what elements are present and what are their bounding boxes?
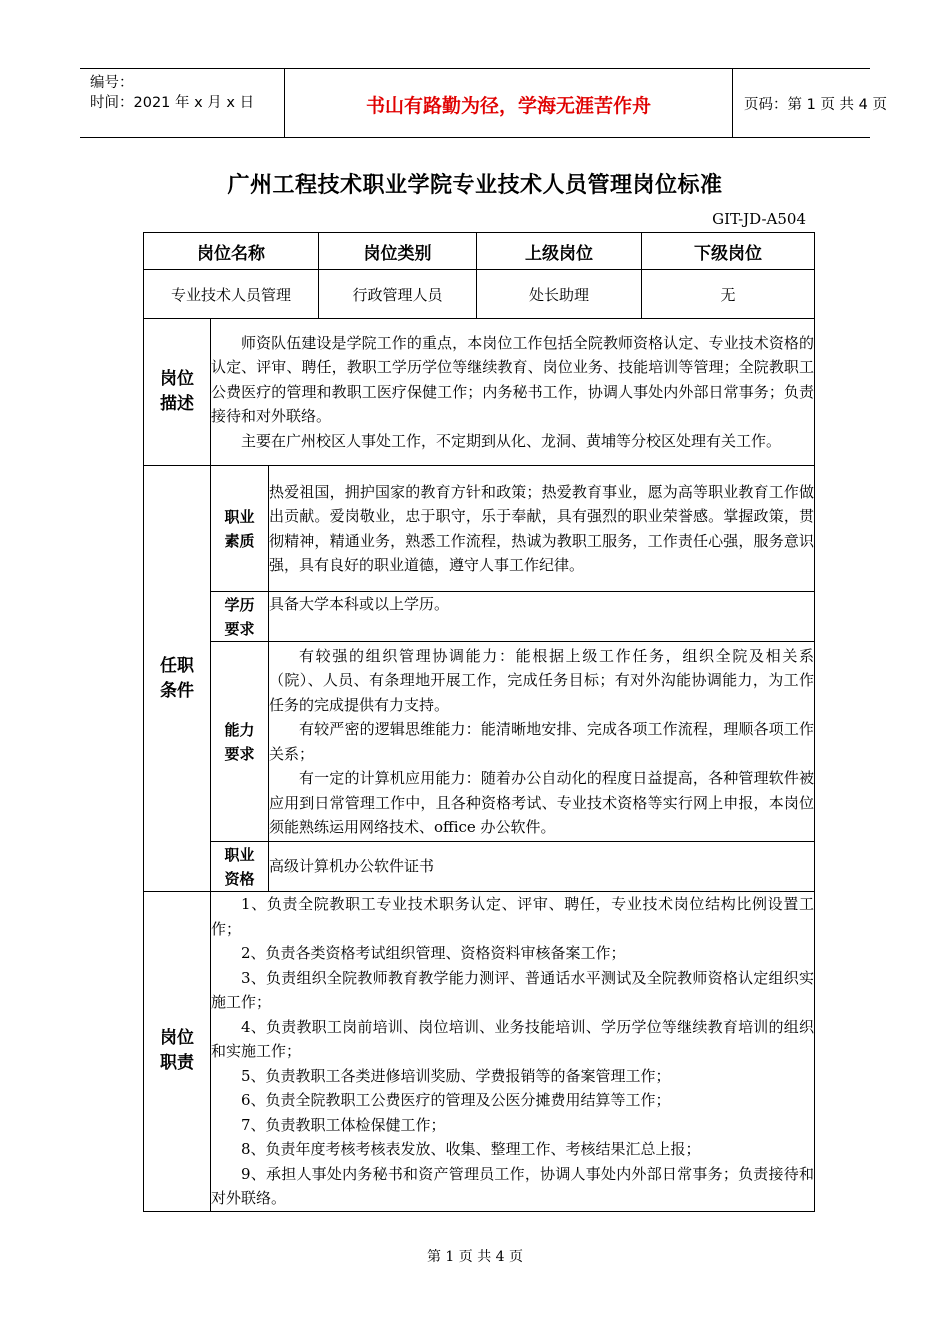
ability-text xyxy=(269,642,815,842)
description-label: 岗位 描述 xyxy=(144,319,211,466)
education-text: 具备大学本科或以上学历。 xyxy=(269,592,815,642)
duty-item: 2、负责各类资格考试组织管理、资格资料审核备案工作； xyxy=(241,944,626,962)
duty-item: 8、负责年度考核考核表发放、收集、整理工作、考核结果汇总上报； xyxy=(241,1140,701,1158)
document-date: 时间：2021 年 x 月 x 日 xyxy=(90,95,255,111)
duty-item: 4、负责教职工岗前培训、岗位培训、业务技能培训、学历学位等继续教育培训的组织和实施工作； xyxy=(211,1017,814,1060)
quality-text: 热爱祖国，拥护国家的教育方针和政策；热爱教育事业，愿为高等职业教育工作做出贡献。爱岗敬业，忠于职守，乐于奉献，具有强烈的职业荣誉感。掌握政策，贯彻精神，精通业务，熟悉工作流程，热诚为教职工服务，工作责任心强，服务意识强，具有良好的职业道德，遵守人事工作纪律。 xyxy=(269,466,815,592)
certificate-label: 职业 资格 xyxy=(211,842,269,892)
description-paragraph: 主要在广州校区人事处工作，不定期到从化、龙洞、黄埔等分校区处理有关工作。 xyxy=(241,431,782,450)
value-position-name: 专业技术人员管理 xyxy=(144,270,319,319)
header-page-box xyxy=(732,69,887,137)
quality-row xyxy=(144,466,815,592)
header-subordinate-position: 下级岗位 xyxy=(642,233,815,270)
duty-item: 3、负责组织全院教师教育教学能力测评、普通话水平测试及全院教师资格认定组织实施工作； xyxy=(211,968,814,1011)
ability-paragraph: 有较严密的逻辑思维能力：能清晰地安排、完成各项工作流程，理顺各项工作关系； xyxy=(269,720,814,763)
value-superior-position: 处长助理 xyxy=(477,270,642,319)
header-slogan-box xyxy=(284,69,733,137)
ability-paragraph: 有较强的组织管理协调能力：能根据上级工作任务，组织全院及相关系（院）、人员、有条理地开展工作，完成任务目标；有对外沟能协调能力，为工作任务的完成提供有力支持。 xyxy=(269,646,814,714)
header-position-category: 岗位类别 xyxy=(319,233,477,270)
document-number-label: 编号： xyxy=(90,75,134,91)
certificate-text: 高级计算机办公软件证书 xyxy=(269,842,815,892)
ability-row xyxy=(144,642,815,842)
duty-item: 7、负责教职工体检保健工作； xyxy=(241,1115,446,1134)
position-standard-table xyxy=(143,232,815,1212)
duties-row xyxy=(144,892,815,1212)
description-row xyxy=(144,319,815,466)
page-footer: 第 1 页 共 4 页 xyxy=(426,1249,524,1265)
document-code: GIT-JD-A504 xyxy=(712,210,806,228)
duty-item: 1、负责全院教职工专业技术职务认定、评审、聘任，专业技术岗位结构比例设置工作； xyxy=(211,895,814,938)
header-meta xyxy=(80,69,284,137)
page-header xyxy=(80,68,887,138)
ability-label: 能力 要求 xyxy=(211,642,269,842)
education-label: 学历 要求 xyxy=(211,592,269,642)
duties-label: 岗位 职责 xyxy=(144,892,211,1212)
education-row xyxy=(144,592,815,642)
quality-label: 职业 素质 xyxy=(211,466,269,592)
value-position-category: 行政管理人员 xyxy=(319,270,477,319)
duties-list xyxy=(211,892,815,1212)
description-text xyxy=(211,319,815,466)
certificate-row xyxy=(144,842,815,892)
duty-item: 5、负责教职工各类进修培训奖励、学费报销等的备案管理工作； xyxy=(241,1066,671,1085)
document-title: 广州工程技术职业学院专业技术人员管理岗位标准 xyxy=(227,173,723,198)
duty-item: 6、负责全院教职工公费医疗的管理及公医分摊费用结算等工作； xyxy=(241,1091,671,1109)
description-paragraph: 师资队伍建设是学院工作的重点，本岗位工作包括全院教师资格认定、专业技术资格的认定、评审、聘任，教职工学历学位等继续教育、岗位业务、技能培训等管理；全院教职工公费医疗的管理和教职工医疗保健工作；内务秘书工作，协调人事处内外部日常事务；负责接待和对外联络。 xyxy=(211,333,814,426)
slogan: 书山有路勤为径，学海无涯苦作舟 xyxy=(365,95,651,117)
value-subordinate-position: 无 xyxy=(642,270,815,319)
duty-item: 9、承担人事处内务秘书和资产管理员工作，协调人事处内外部日常事务；负责接待和对外联络。 xyxy=(211,1164,814,1207)
qualifications-label: 任职 条件 xyxy=(144,466,211,892)
header-position-name: 岗位名称 xyxy=(144,233,319,270)
header-page-info: 页码：第 1 页 共 4 页 xyxy=(744,97,887,113)
table-header-row xyxy=(144,233,815,270)
table-value-row xyxy=(144,270,815,319)
ability-paragraph: 有一定的计算机应用能力：随着办公自动化的程度日益提高，各种管理软件被应用到日常管理工作中，且各种资格考试、专业技术资格等实行网上申报，本岗位须能熟练运用网络技术、office 办公软件。 xyxy=(269,769,814,836)
header-superior-position: 上级岗位 xyxy=(477,233,642,270)
